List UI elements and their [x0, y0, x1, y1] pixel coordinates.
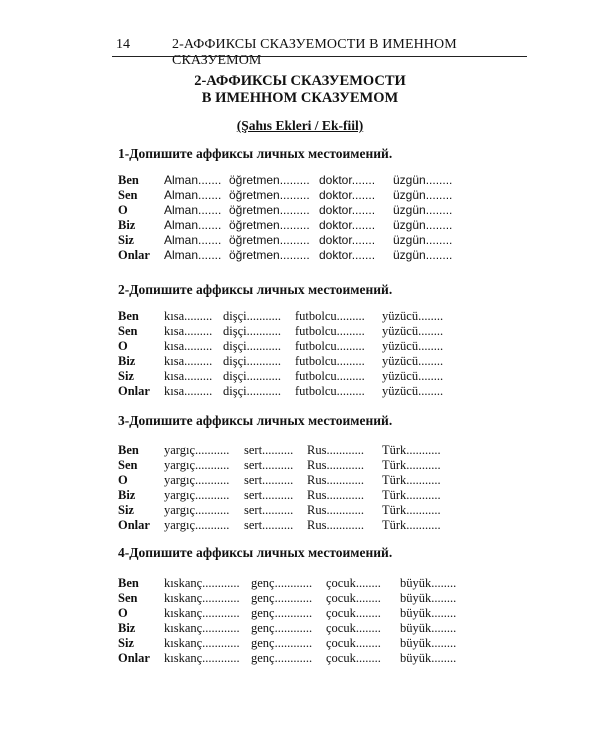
exercise-row [0, 621, 600, 636]
exercise-row [0, 248, 600, 263]
fill-in-word[interactable]: öğretmen......... [229, 233, 310, 247]
exercise-2-heading: 2-Допишите аффиксы личных местоимений. [118, 282, 393, 297]
exercise-row [0, 488, 600, 503]
fill-in-word[interactable]: doktor....... [319, 188, 376, 202]
exercise-row [0, 188, 600, 203]
exercise-row [0, 443, 600, 458]
fill-in-word[interactable]: öğretmen......... [229, 248, 310, 262]
pronoun: Siz [118, 369, 134, 383]
fill-in-word[interactable]: genç............ [251, 576, 313, 590]
fill-in-word[interactable]: Rus............ [307, 503, 364, 517]
pronoun: Ben [118, 173, 139, 187]
fill-in-word[interactable]: yüzücü........ [382, 384, 444, 398]
fill-in-word[interactable]: kıskanç............ [164, 651, 240, 665]
exercise-row [0, 458, 600, 473]
fill-in-word[interactable]: yargıç........... [164, 488, 230, 502]
fill-in-word[interactable]: futbolcu......... [295, 384, 365, 398]
fill-in-word[interactable]: sert.......... [244, 488, 294, 502]
fill-in-word[interactable]: Rus............ [307, 473, 364, 487]
exercise-row [0, 203, 600, 218]
fill-in-word[interactable]: çocuk........ [326, 606, 381, 620]
fill-in-word[interactable]: üzgün........ [393, 248, 453, 262]
fill-in-word[interactable]: çocuk........ [326, 636, 381, 650]
fill-in-word[interactable]: Rus............ [307, 443, 364, 457]
pronoun: Siz [118, 233, 134, 247]
fill-in-word[interactable]: sert.......... [244, 458, 294, 472]
fill-in-word[interactable]: öğretmen......... [229, 218, 310, 232]
fill-in-word[interactable]: üzgün........ [393, 218, 453, 232]
fill-in-word[interactable]: Alman....... [164, 218, 222, 232]
exercise-row [0, 606, 600, 621]
fill-in-word[interactable]: Rus............ [307, 488, 364, 502]
fill-in-word[interactable]: kıskanç............ [164, 621, 240, 635]
fill-in-word[interactable]: yargıç........... [164, 503, 230, 517]
page-number: 14 [116, 37, 130, 52]
fill-in-word[interactable]: öğretmen......... [229, 203, 310, 217]
fill-in-word[interactable]: kısa......... [164, 369, 213, 383]
fill-in-word[interactable]: sert.......... [244, 473, 294, 487]
fill-in-word[interactable]: genç............ [251, 621, 313, 635]
fill-in-word[interactable]: yargıç........... [164, 458, 230, 472]
fill-in-word[interactable]: genç............ [251, 636, 313, 650]
fill-in-word[interactable]: genç............ [251, 606, 313, 620]
pronoun: Sen [118, 324, 138, 338]
exercise-row [0, 369, 600, 384]
fill-in-word[interactable]: doktor....... [319, 233, 376, 247]
pronoun: Onlar [118, 518, 150, 532]
pronoun: Sen [118, 458, 138, 472]
fill-in-word[interactable]: dişçi........... [223, 309, 281, 323]
fill-in-word[interactable]: doktor....... [319, 248, 376, 262]
running-head [112, 37, 527, 68]
running-title: 2-АФФИКСЫ СКАЗУЕМОСТИ В ИМЕННОМ СКАЗУЕМОМ [172, 37, 457, 68]
fill-in-word[interactable]: Türk........... [382, 473, 441, 487]
fill-in-word[interactable]: çocuk........ [326, 591, 381, 605]
fill-in-word[interactable]: büyük........ [400, 606, 457, 620]
pronoun: Siz [118, 503, 134, 517]
fill-in-word[interactable]: Alman....... [164, 233, 222, 247]
fill-in-word[interactable]: çocuk........ [326, 576, 381, 590]
fill-in-word[interactable]: kısa......... [164, 354, 213, 368]
pronoun: O [118, 339, 128, 353]
exercise-row [0, 591, 600, 606]
fill-in-word[interactable]: kıskanç............ [164, 591, 240, 605]
fill-in-word[interactable]: Alman....... [164, 248, 222, 262]
chapter-title-line-1: 2-АФФИКСЫ СКАЗУЕМОСТИ [194, 73, 406, 89]
fill-in-word[interactable]: kısa......... [164, 384, 213, 398]
fill-in-word[interactable]: doktor....... [319, 203, 376, 217]
exercise-row [0, 651, 600, 666]
fill-in-word[interactable]: Türk........... [382, 458, 441, 472]
fill-in-word[interactable]: futbolcu......... [295, 354, 365, 368]
pronoun: Biz [118, 354, 136, 368]
pronoun: Onlar [118, 384, 150, 398]
exercise-row [0, 636, 600, 651]
fill-in-word[interactable]: dişçi........... [223, 339, 281, 353]
fill-in-word[interactable]: genç............ [251, 591, 313, 605]
fill-in-word[interactable]: öğretmen......... [229, 188, 310, 202]
exercise-row [0, 309, 600, 324]
exercise-row [0, 324, 600, 339]
fill-in-word[interactable]: Türk........... [382, 443, 441, 457]
pronoun: Biz [118, 488, 136, 502]
fill-in-word[interactable]: büyük........ [400, 636, 457, 650]
fill-in-word[interactable]: dişçi........... [223, 324, 281, 338]
fill-in-word[interactable]: yüzücü........ [382, 369, 444, 383]
fill-in-word[interactable]: üzgün........ [393, 188, 453, 202]
exercise-row [0, 354, 600, 369]
chapter-title-line-2: В ИМЕННОМ СКАЗУЕМОМ [201, 90, 399, 106]
fill-in-word[interactable]: yüzücü........ [382, 309, 444, 323]
header-rule [112, 56, 527, 57]
fill-in-word[interactable]: yargıç........... [164, 473, 230, 487]
fill-in-word[interactable]: Türk........... [382, 503, 441, 517]
fill-in-word[interactable]: üzgün........ [393, 233, 453, 247]
fill-in-word[interactable]: Türk........... [382, 518, 441, 532]
exercise-row [0, 384, 600, 399]
fill-in-word[interactable]: doktor....... [319, 173, 376, 187]
pronoun: O [118, 203, 128, 217]
exercise-row [0, 518, 600, 533]
fill-in-word[interactable]: futbolcu......... [295, 309, 365, 323]
pronoun: Onlar [118, 248, 150, 262]
fill-in-word[interactable]: yargıç........... [164, 518, 230, 532]
fill-in-word[interactable]: çocuk........ [326, 621, 381, 635]
exercise-row [0, 233, 600, 248]
fill-in-word[interactable]: kısa......... [164, 324, 213, 338]
exercise-row [0, 473, 600, 488]
chapter-subtitle [0, 118, 600, 134]
fill-in-word[interactable]: sert.......... [244, 503, 294, 517]
pronoun: O [118, 473, 128, 487]
exercise-row [0, 576, 600, 591]
fill-in-word[interactable]: Alman....... [164, 203, 222, 217]
fill-in-word[interactable]: büyük........ [400, 651, 457, 665]
pronoun: Sen [118, 188, 138, 202]
fill-in-word[interactable]: doktor....... [319, 218, 376, 232]
fill-in-word[interactable]: büyük........ [400, 621, 457, 635]
fill-in-word[interactable]: üzgün........ [393, 203, 453, 217]
fill-in-word[interactable]: Alman....... [164, 173, 222, 187]
fill-in-word[interactable]: büyük........ [400, 576, 457, 590]
exercise-row [0, 173, 600, 188]
fill-in-word[interactable]: kıskanç............ [164, 636, 240, 650]
fill-in-word[interactable]: sert.......... [244, 443, 294, 457]
fill-in-word[interactable]: yüzücü........ [382, 339, 444, 353]
fill-in-word[interactable]: futbolcu......... [295, 339, 365, 353]
fill-in-word[interactable]: Rus............ [307, 518, 364, 532]
exercise-row [0, 339, 600, 354]
exercise-row [0, 503, 600, 518]
pronoun: Ben [118, 443, 139, 457]
exercise-4-heading: 4-Допишите аффиксы личных местоимений. [118, 545, 393, 560]
exercise-1-heading: 1-Допишите аффиксы личных местоимений. [118, 146, 393, 161]
pronoun: Ben [118, 576, 139, 590]
fill-in-word[interactable]: büyük........ [400, 591, 457, 605]
fill-in-word[interactable]: dişçi........... [223, 384, 281, 398]
fill-in-word[interactable]: dişçi........... [223, 354, 281, 368]
fill-in-word[interactable]: üzgün........ [393, 173, 453, 187]
fill-in-word[interactable]: öğretmen......... [229, 173, 310, 187]
fill-in-word[interactable]: kıskanç............ [164, 576, 240, 590]
fill-in-word[interactable]: genç............ [251, 651, 313, 665]
fill-in-word[interactable]: Türk........... [382, 488, 441, 502]
pronoun: Ben [118, 309, 139, 323]
fill-in-word[interactable]: futbolcu......... [295, 369, 365, 383]
pronoun: Onlar [118, 651, 150, 665]
chapter-subtitle-text: (Şahıs Ekleri / Ek-fiil) [236, 118, 364, 133]
fill-in-word[interactable]: sert.......... [244, 518, 294, 532]
fill-in-word[interactable]: kıskanç............ [164, 606, 240, 620]
fill-in-word[interactable]: yüzücü........ [382, 354, 444, 368]
fill-in-word[interactable]: kısa......... [164, 339, 213, 353]
fill-in-word[interactable]: Alman....... [164, 188, 222, 202]
fill-in-word[interactable]: yargıç........... [164, 443, 230, 457]
fill-in-word[interactable]: kısa......... [164, 309, 213, 323]
fill-in-word[interactable]: yüzücü........ [382, 324, 444, 338]
fill-in-word[interactable]: Rus............ [307, 458, 364, 472]
fill-in-word[interactable]: çocuk........ [326, 651, 381, 665]
fill-in-word[interactable]: dişçi........... [223, 369, 281, 383]
pronoun: Sen [118, 591, 138, 605]
exercise-3-heading: 3-Допишите аффиксы личных местоимений. [118, 413, 393, 428]
exercise-row [0, 218, 600, 233]
pronoun: Siz [118, 636, 134, 650]
pronoun: Biz [118, 621, 136, 635]
fill-in-word[interactable]: futbolcu......... [295, 324, 365, 338]
pronoun: Biz [118, 218, 136, 232]
pronoun: O [118, 606, 128, 620]
